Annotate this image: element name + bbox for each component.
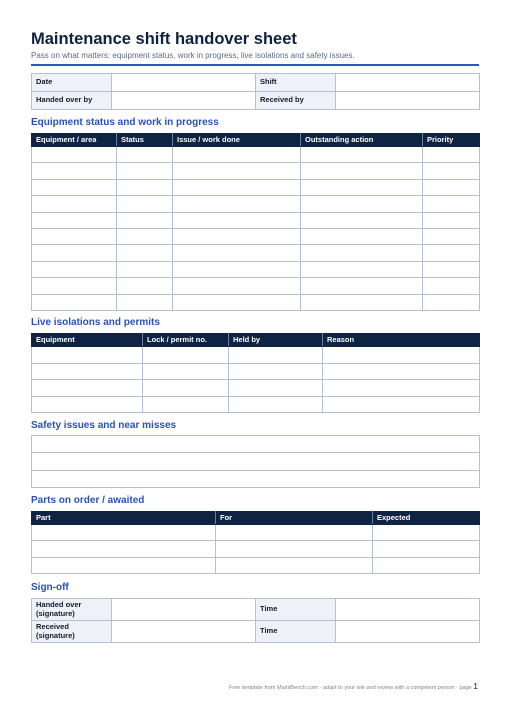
table-row [32,163,480,179]
isolations-table [31,333,480,413]
table-cell[interactable] [32,245,117,261]
table-cell[interactable] [32,196,117,212]
handed-over-field[interactable] [112,92,256,110]
table-cell[interactable] [301,179,423,195]
page-title: Maintenance shift handover sheet [31,30,297,48]
safety-table [31,435,480,488]
table-cell[interactable] [173,261,301,277]
table-cell[interactable] [32,541,216,557]
table-cell[interactable] [216,557,373,573]
received-by-field[interactable] [336,92,480,110]
column-header: Reason [323,334,480,347]
table-cell[interactable] [373,525,480,541]
shift-field[interactable] [336,74,480,92]
table-cell[interactable] [143,380,229,397]
table-row [32,380,480,397]
table-cell[interactable] [173,212,301,228]
table-cell[interactable] [323,363,480,380]
column-header: Equipment [32,334,143,347]
table-cell[interactable] [301,196,423,212]
date-field[interactable] [112,74,256,92]
table-cell[interactable] [32,179,117,195]
safety-title: Safety issues and near misses [31,420,177,431]
table-cell[interactable] [173,245,301,261]
table-cell[interactable] [32,470,480,487]
table-row [32,179,480,195]
table-row [32,557,480,573]
table-row [32,347,480,364]
table-cell[interactable] [32,436,480,453]
table-cell[interactable] [423,179,480,195]
table-cell[interactable] [423,261,480,277]
handed-over-time-field[interactable] [336,599,480,621]
column-header: Lock / permit no. [143,334,229,347]
table-cell[interactable] [301,278,423,294]
table-row [32,436,480,453]
table-cell[interactable] [117,228,173,244]
table-cell[interactable] [173,294,301,310]
table-cell[interactable] [216,525,373,541]
table-cell[interactable] [423,147,480,163]
table-cell[interactable] [32,228,117,244]
table-row [32,453,480,470]
table-cell[interactable] [117,163,173,179]
table-row [32,261,480,277]
table-cell[interactable] [32,147,117,163]
table-row [32,294,480,310]
title-divider [31,64,479,66]
table-cell[interactable] [423,196,480,212]
table-cell[interactable] [301,294,423,310]
table-cell[interactable] [216,541,373,557]
table-cell[interactable] [173,196,301,212]
parts-table [31,511,480,574]
received-signature-label: Received (signature) [32,621,112,643]
table-cell[interactable] [229,363,323,380]
table-cell[interactable] [173,228,301,244]
table-row [32,525,480,541]
time-label: Time [256,599,336,621]
table-row [32,470,480,487]
table-cell[interactable] [373,541,480,557]
column-header: Equipment / area [32,134,117,147]
table-cell[interactable] [143,363,229,380]
table-cell[interactable] [173,278,301,294]
received-by-label: Received by [256,92,336,110]
table-row [32,363,480,380]
table-cell[interactable] [32,261,117,277]
table-cell[interactable] [143,396,229,413]
table-cell[interactable] [32,380,143,397]
column-header: Issue / work done [173,134,301,147]
table-row [32,396,480,413]
table-cell[interactable] [32,347,143,364]
column-header: Part [32,512,216,525]
table-row [32,147,480,163]
table-cell[interactable] [32,396,143,413]
time-label: Time [256,621,336,643]
table-cell[interactable] [117,261,173,277]
column-header: Held by [229,334,323,347]
table-cell[interactable] [117,278,173,294]
table-cell[interactable] [301,147,423,163]
table-cell[interactable] [117,147,173,163]
table-cell[interactable] [423,278,480,294]
column-header: Expected [373,512,480,525]
table-cell[interactable] [143,347,229,364]
table-cell[interactable] [423,294,480,310]
table-cell[interactable] [323,396,480,413]
table-row [32,278,480,294]
table-cell[interactable] [301,212,423,228]
isolations-title: Live isolations and permits [31,317,160,328]
table-cell[interactable] [423,245,480,261]
table-cell[interactable] [423,212,480,228]
column-header: Status [117,134,173,147]
table-cell[interactable] [173,163,301,179]
table-cell[interactable] [32,294,117,310]
table-cell[interactable] [117,245,173,261]
table-cell[interactable] [32,557,216,573]
table-cell[interactable] [117,179,173,195]
table-row [32,212,480,228]
table-cell[interactable] [117,294,173,310]
shift-label: Shift [256,74,336,92]
footer-text: Free template from MaintBench.com · adapt to your site and review with a competent person · page [229,685,472,691]
table-cell[interactable] [32,525,216,541]
table-cell[interactable] [32,278,117,294]
handed-over-label: Handed over by [32,92,112,110]
equipment-status-table [31,133,480,311]
handed-over-signature-label: Handed over (signature) [32,599,112,621]
table-cell[interactable] [229,380,323,397]
footer [229,681,478,691]
table-row [32,541,480,557]
equipment-status-title: Equipment status and work in progress [31,117,219,128]
table-cell[interactable] [229,347,323,364]
received-time-field[interactable] [336,621,480,643]
table-cell[interactable] [32,212,117,228]
table-cell[interactable] [117,196,173,212]
column-header: For [216,512,373,525]
page-subtitle: Pass on what matters: equipment status, work in progress, live isolations and safety issues. [31,51,355,60]
table-cell[interactable] [373,557,480,573]
column-header: Outstanding action [301,134,423,147]
table-cell[interactable] [301,163,423,179]
table-cell[interactable] [32,363,143,380]
table-cell[interactable] [423,163,480,179]
table-row [32,196,480,212]
table-cell[interactable] [173,179,301,195]
table-cell[interactable] [301,261,423,277]
handed-over-signature-field[interactable] [112,599,256,621]
table-cell[interactable] [117,212,173,228]
table-cell[interactable] [323,380,480,397]
received-signature-field[interactable] [112,621,256,643]
table-cell[interactable] [229,396,323,413]
page-number: 1 [473,681,478,691]
table-cell[interactable] [423,228,480,244]
table-cell[interactable] [32,453,480,470]
table-row [32,245,480,261]
parts-title: Parts on order / awaited [31,495,145,506]
table-cell[interactable] [323,347,480,364]
table-row [32,228,480,244]
signoff-table [31,598,480,643]
table-cell[interactable] [301,245,423,261]
date-label: Date [32,74,112,92]
column-header: Priority [423,134,480,147]
info-table [31,73,480,110]
signoff-title: Sign-off [31,582,69,593]
table-cell[interactable] [32,163,117,179]
table-cell[interactable] [173,147,301,163]
table-cell[interactable] [301,228,423,244]
